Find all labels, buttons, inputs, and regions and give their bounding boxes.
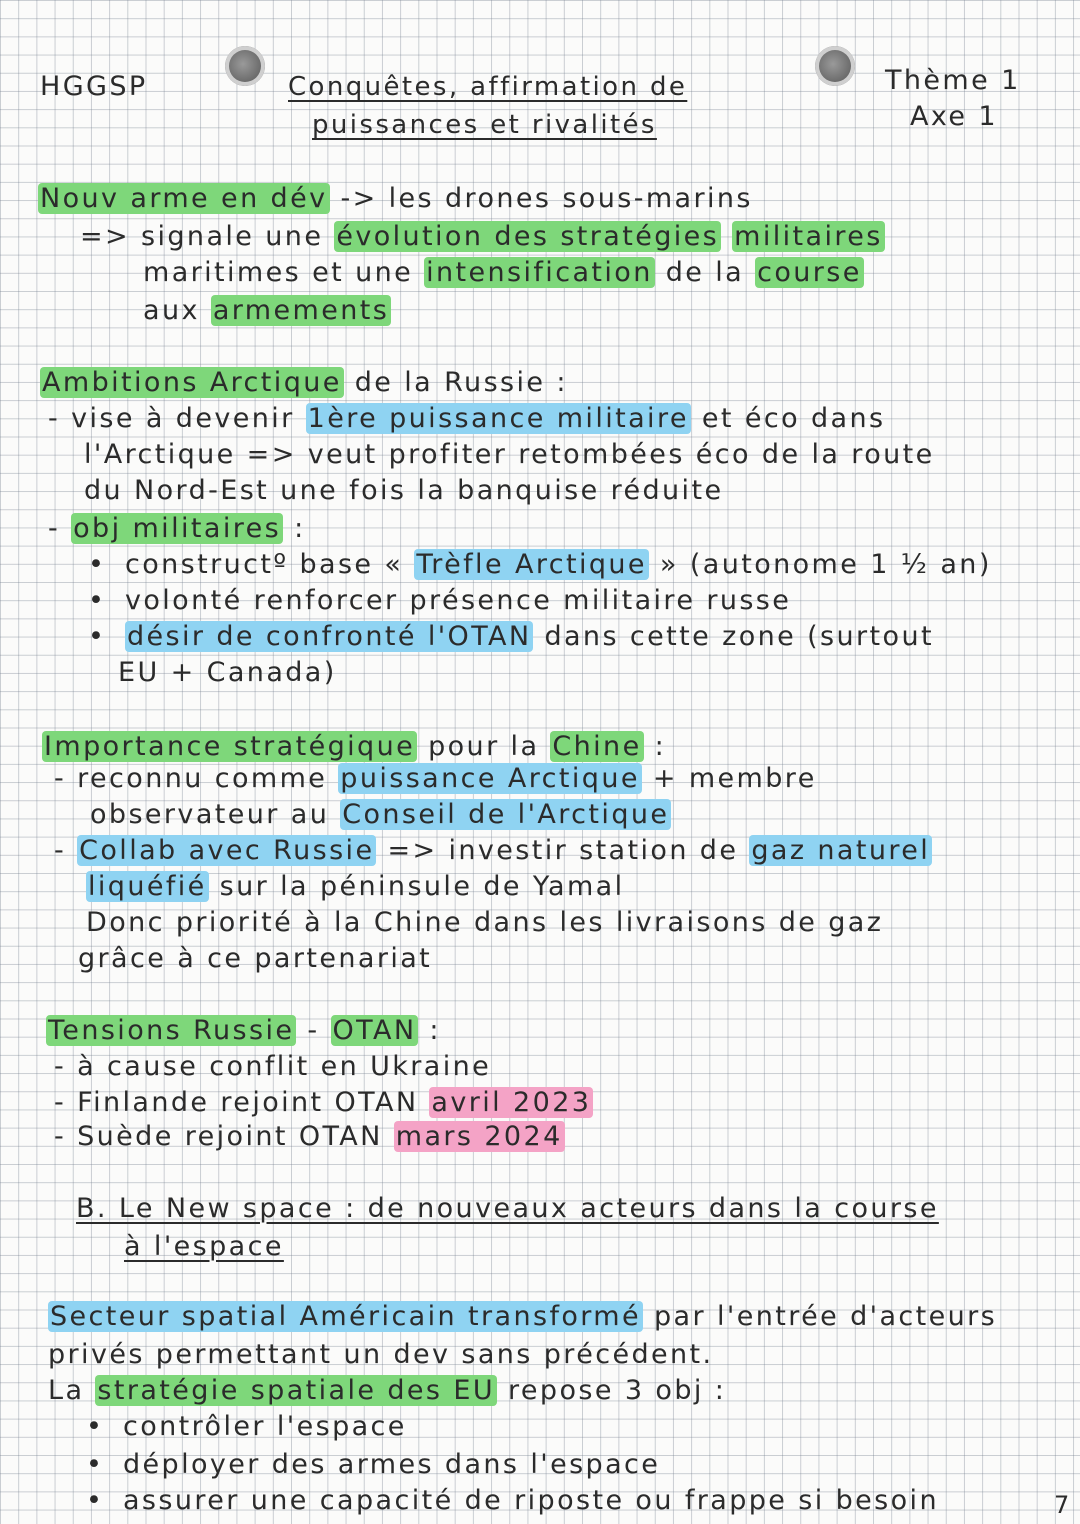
space-bullet-2: [86, 1448, 660, 1482]
bullet-dot: •: [86, 1485, 105, 1516]
tensions-line-1: - à cause conflit en Ukraine: [54, 1051, 492, 1082]
space-bullet-3: [86, 1484, 939, 1518]
highlight: 1ère puissance militaire: [307, 403, 689, 434]
russie-bullet-1: [88, 548, 992, 582]
text: pour la: [428, 731, 540, 762]
section-b-heading-2: à l'espace: [124, 1231, 284, 1262]
space-line-2: privés permettant un dev sans précédent.: [48, 1339, 714, 1370]
space-bullet-1: [86, 1410, 407, 1444]
chine-heading: [42, 730, 666, 764]
text: observateur au: [90, 799, 330, 830]
highlight: militaires: [734, 221, 883, 252]
russie-bullet-3: [88, 620, 934, 654]
text: et éco dans: [701, 403, 886, 434]
bullet-dot: •: [86, 1411, 105, 1442]
highlight: Conseil de l'Arctique: [342, 799, 670, 830]
bullet-dot: •: [88, 549, 107, 580]
highlight: Secteur spatial Américain transformé: [50, 1301, 642, 1332]
highlight: stratégie spatiale des EU: [97, 1375, 496, 1406]
highlight: avril 2023: [431, 1087, 592, 1118]
text: La: [48, 1375, 85, 1406]
text: + membre: [652, 763, 817, 794]
highlight: Importance stratégique: [44, 731, 416, 762]
text: :: [654, 731, 667, 762]
russie-heading: [40, 366, 568, 400]
highlight: Ambitions Arctique: [42, 367, 342, 398]
tensions-heading: [46, 1014, 441, 1048]
page-number: 7: [1054, 1491, 1072, 1519]
chine-line-3: [54, 834, 932, 868]
highlight: liquéfié: [88, 871, 207, 902]
text: repose 3 obj :: [508, 1375, 727, 1406]
drones-text: -> les drones sous-marins: [340, 183, 753, 214]
punch-hole-left: [225, 46, 265, 86]
text: aux: [143, 295, 200, 326]
text: -: [307, 1015, 320, 1046]
text: sur la péninsule de Yamal: [219, 871, 625, 902]
highlight: désir de confronté l'OTAN: [126, 621, 532, 652]
russie-line-2: l'Arctique => veut profiter retombées éco de la route: [84, 439, 935, 470]
text: => investir station de: [387, 835, 739, 866]
russie-bullet-2: [88, 584, 791, 618]
russie-line-1: [48, 402, 885, 436]
chine-line-4: [86, 870, 625, 904]
text: de la: [665, 257, 745, 288]
text: déployer des armes dans l'espace: [122, 1449, 661, 1480]
highlight-term: Nouv arme en dév: [40, 183, 328, 214]
space-line-3: [48, 1374, 726, 1408]
text: - reconnu comme: [54, 763, 328, 794]
text: assurer une capacité de riposte ou frappe si besoin: [122, 1485, 939, 1516]
text: par l'entrée d'acteurs: [654, 1301, 998, 1332]
text: maritimes et une: [143, 257, 414, 288]
punch-hole-right: [815, 46, 855, 86]
russie-line-3: du Nord-Est une fois la banquise réduite: [84, 475, 724, 506]
drones-line-4: [143, 294, 391, 328]
chine-line-6: grâce à ce partenariat: [78, 943, 433, 974]
text: dans cette zone (surtout: [544, 621, 934, 652]
tensions-line-2: [54, 1086, 593, 1120]
text: volonté renforcer présence militaire russe: [124, 585, 792, 616]
theme-label: Thème 1: [885, 65, 1021, 96]
highlight: gaz naturel: [751, 835, 931, 866]
russie-bullet-3-cont: EU + Canada): [118, 657, 337, 688]
drones-line-2: [80, 220, 885, 254]
highlight: mars 2024: [395, 1121, 563, 1152]
space-line-1: [48, 1300, 997, 1334]
highlight: Collab avec Russie: [79, 835, 375, 866]
section-b-heading-1: B. Le New space : de nouveaux acteurs dans la course: [76, 1193, 939, 1224]
text: de la Russie :: [354, 367, 568, 398]
highlight: obj militaires: [73, 513, 282, 544]
title-line-2: puissances et rivalités: [312, 110, 657, 140]
highlight: Trèfle Arctique: [416, 549, 647, 580]
text: -: [54, 835, 67, 866]
text: :: [429, 1015, 441, 1046]
highlight: Tensions Russie: [48, 1015, 295, 1046]
title-line-1: Conquêtes, affirmation de: [288, 72, 688, 102]
bullet-dot: •: [88, 585, 107, 616]
highlight: armements: [212, 295, 390, 326]
russie-line-4: [48, 512, 306, 546]
highlight: Chine: [552, 731, 642, 762]
text: -: [48, 513, 61, 544]
text: - vise à devenir: [48, 403, 295, 434]
highlight: puissance Arctique: [340, 763, 640, 794]
chine-line-1: [54, 762, 817, 796]
axe-label: Axe 1: [910, 101, 998, 132]
text: » (autonome 1 ½ an): [659, 549, 992, 580]
highlight: course: [757, 257, 862, 288]
drones-line-3: [143, 256, 864, 290]
text: - Suède rejoint OTAN: [54, 1121, 383, 1152]
text: constructº base «: [124, 549, 404, 580]
tensions-line-3: [54, 1120, 565, 1154]
bullet-dot: •: [86, 1449, 105, 1480]
chine-line-2: [90, 798, 671, 832]
text: - Finlande rejoint OTAN: [54, 1087, 419, 1118]
text: :: [294, 513, 306, 544]
chine-line-5: Donc priorité à la Chine dans les livraisons de gaz: [86, 907, 884, 938]
text: contrôler l'espace: [122, 1411, 407, 1442]
highlight: évolution des stratégies: [336, 221, 720, 252]
drones-line-1: [38, 182, 753, 216]
highlight: OTAN: [332, 1015, 417, 1046]
text: => signale une: [80, 221, 324, 252]
highlight: intensification: [426, 257, 653, 288]
bullet-dot: •: [88, 621, 107, 652]
course-label: HGGSP: [40, 71, 148, 102]
